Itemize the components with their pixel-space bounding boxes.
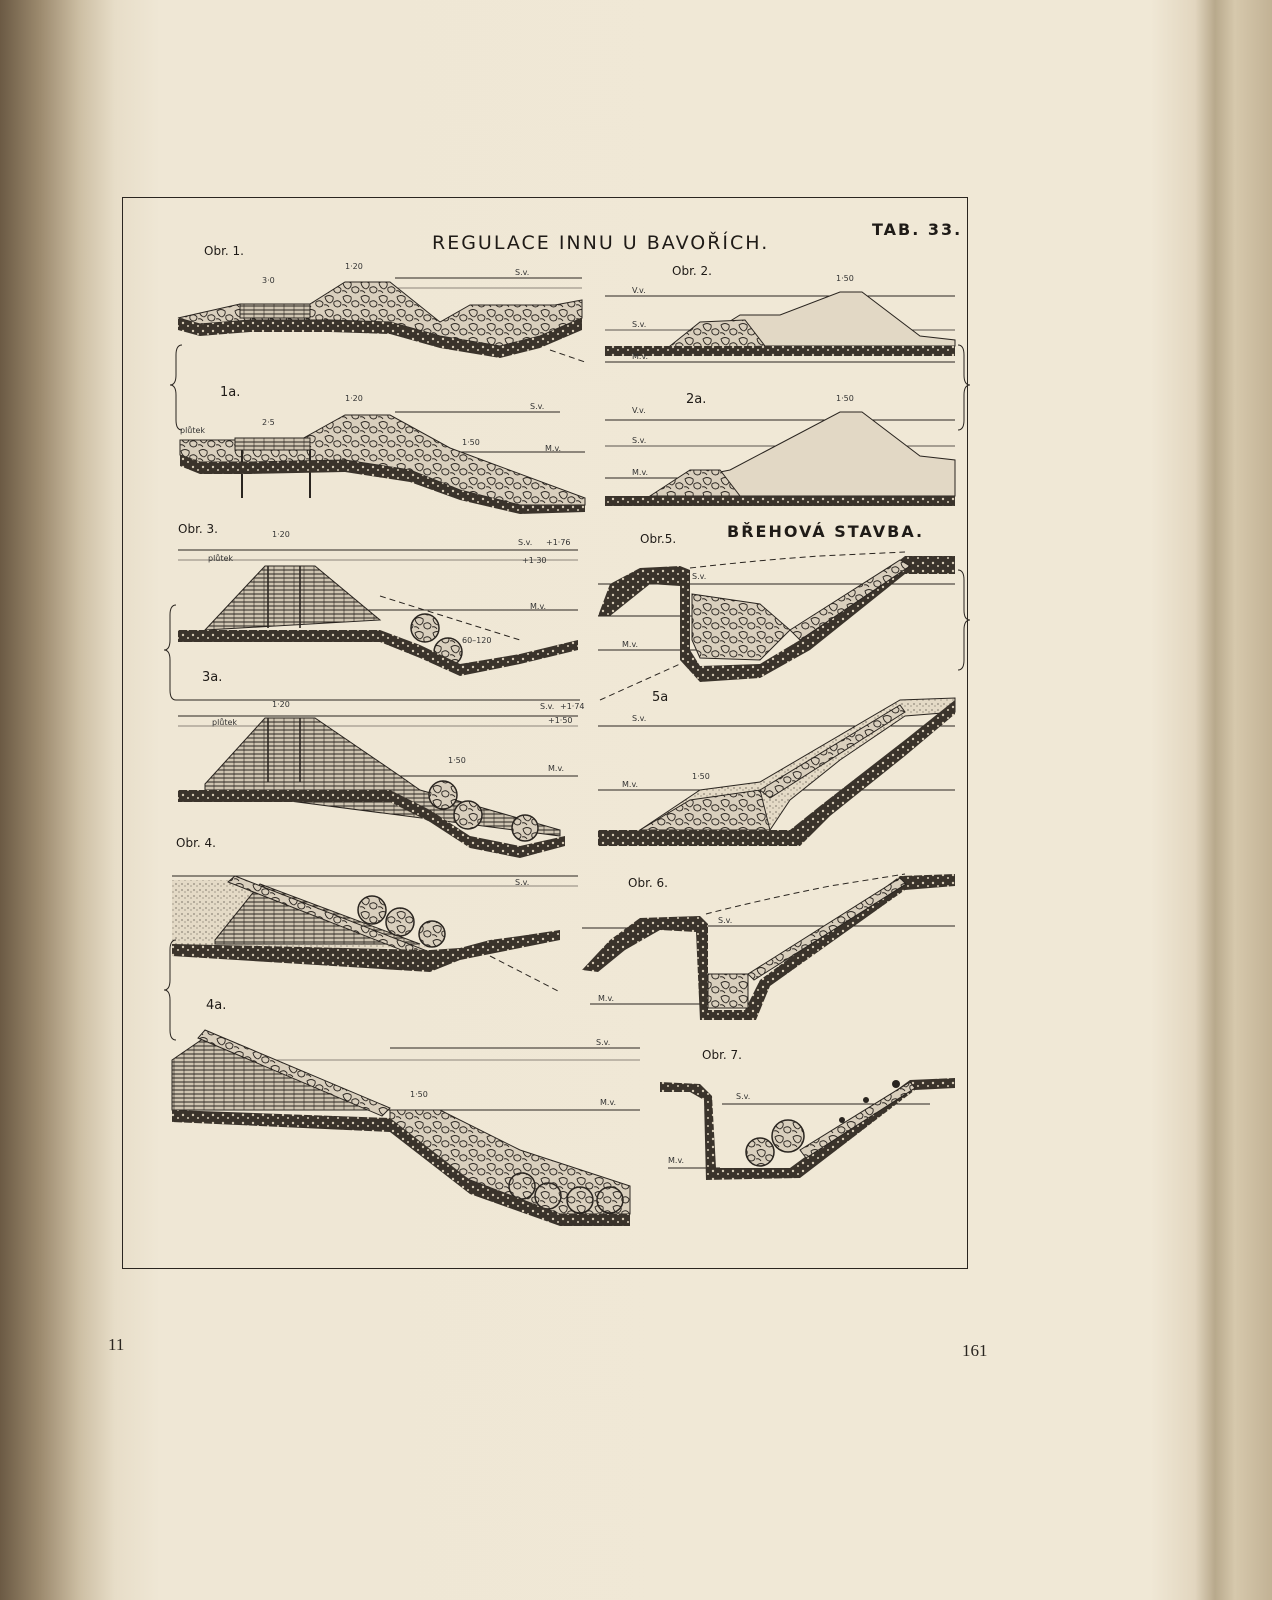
water-level-mv-2: M.v. [632,352,649,361]
water-level-mv-2a: M.v. [632,468,649,477]
water-level-mv-3a: M.v. [548,764,565,773]
figure-label-1: Obr. 1. [204,244,244,258]
dimension-120-1: 1·20 [345,262,363,271]
table-number: TAB. 33. [872,220,963,239]
dimension-120-1a: 1·20 [345,394,363,403]
water-level-sv-4: S.v. [515,878,530,887]
label-plutek-1a: plůtek [180,426,206,435]
water-level-mv-1a: M.v. [545,444,562,453]
level-174: +1·74 [560,702,585,711]
water-level-sv-5a: S.v. [632,714,647,723]
dimension-150-2a: 1·50 [836,394,854,403]
water-level-mv-7: M.v. [668,1156,685,1165]
water-level-vv-2: V.v. [632,286,646,295]
figure-label-2a: 2a. [686,392,707,407]
figure-label-4a: 4a. [206,998,227,1013]
water-level-sv-3: S.v. [518,538,533,547]
water-level-sv-2: S.v. [632,320,647,329]
dimension-150-1a: 1·50 [462,438,480,447]
figure-label-3a: 3a. [202,670,223,685]
water-level-sv-3a: S.v. [540,702,555,711]
page-number-left: 11 [108,1335,125,1354]
water-level-sv-5: S.v. [692,572,707,581]
dimension-60-120: 60–120 [462,636,492,645]
dimension-150-3a: 1·50 [448,756,466,765]
dimension-150-4a: 1·50 [410,1090,428,1099]
dimension-120-3: 1·20 [272,530,290,539]
label-plutek-3a: plůtek [212,718,238,727]
level-176: +1·76 [546,538,571,547]
water-level-sv-1: S.v. [515,268,530,277]
section-subtitle: BŘEHOVÁ STAVBA. [727,522,925,541]
figure-label-2: Obr. 2. [672,264,712,278]
dimension-120-3a: 1·20 [272,700,290,709]
level-130: +1·30 [522,556,547,565]
dimension-25: 2·5 [262,418,275,427]
label-plutek-3: plůtek [208,554,234,563]
plate-title: REGULACE INNU U BAVOŘÍCH. [432,232,770,254]
page-number-right: 161 [962,1341,988,1360]
water-level-mv-5a: M.v. [622,780,639,789]
water-level-sv-7: S.v. [736,1092,751,1101]
water-level-sv-1a: S.v. [530,402,545,411]
water-level-mv-3: M.v. [530,602,547,611]
figure-label-3: Obr. 3. [178,522,218,536]
dimension-150-5a: 1·50 [692,772,710,781]
drawing-plate-frame [122,197,968,1269]
figure-label-5a: 5a [652,690,669,705]
water-level-vv-2a: V.v. [632,406,646,415]
figure-label-6: Obr. 6. [628,876,668,890]
water-level-mv-6: M.v. [598,994,615,1003]
level-150: +1·50 [548,716,573,725]
water-level-mv-5: M.v. [622,640,639,649]
figure-label-4: Obr. 4. [176,836,216,850]
water-level-mv-4a: M.v. [600,1098,617,1107]
figure-label-7: Obr. 7. [702,1048,742,1062]
figure-label-1a: 1a. [220,385,241,400]
water-level-sv-6: S.v. [718,916,733,925]
figure-label-5: Obr.5. [640,532,677,546]
dimension-150-2: 1·50 [836,274,854,283]
water-level-sv-2a: S.v. [632,436,647,445]
water-level-sv-4a: S.v. [596,1038,611,1047]
dimension-30: 3·0 [262,276,275,285]
